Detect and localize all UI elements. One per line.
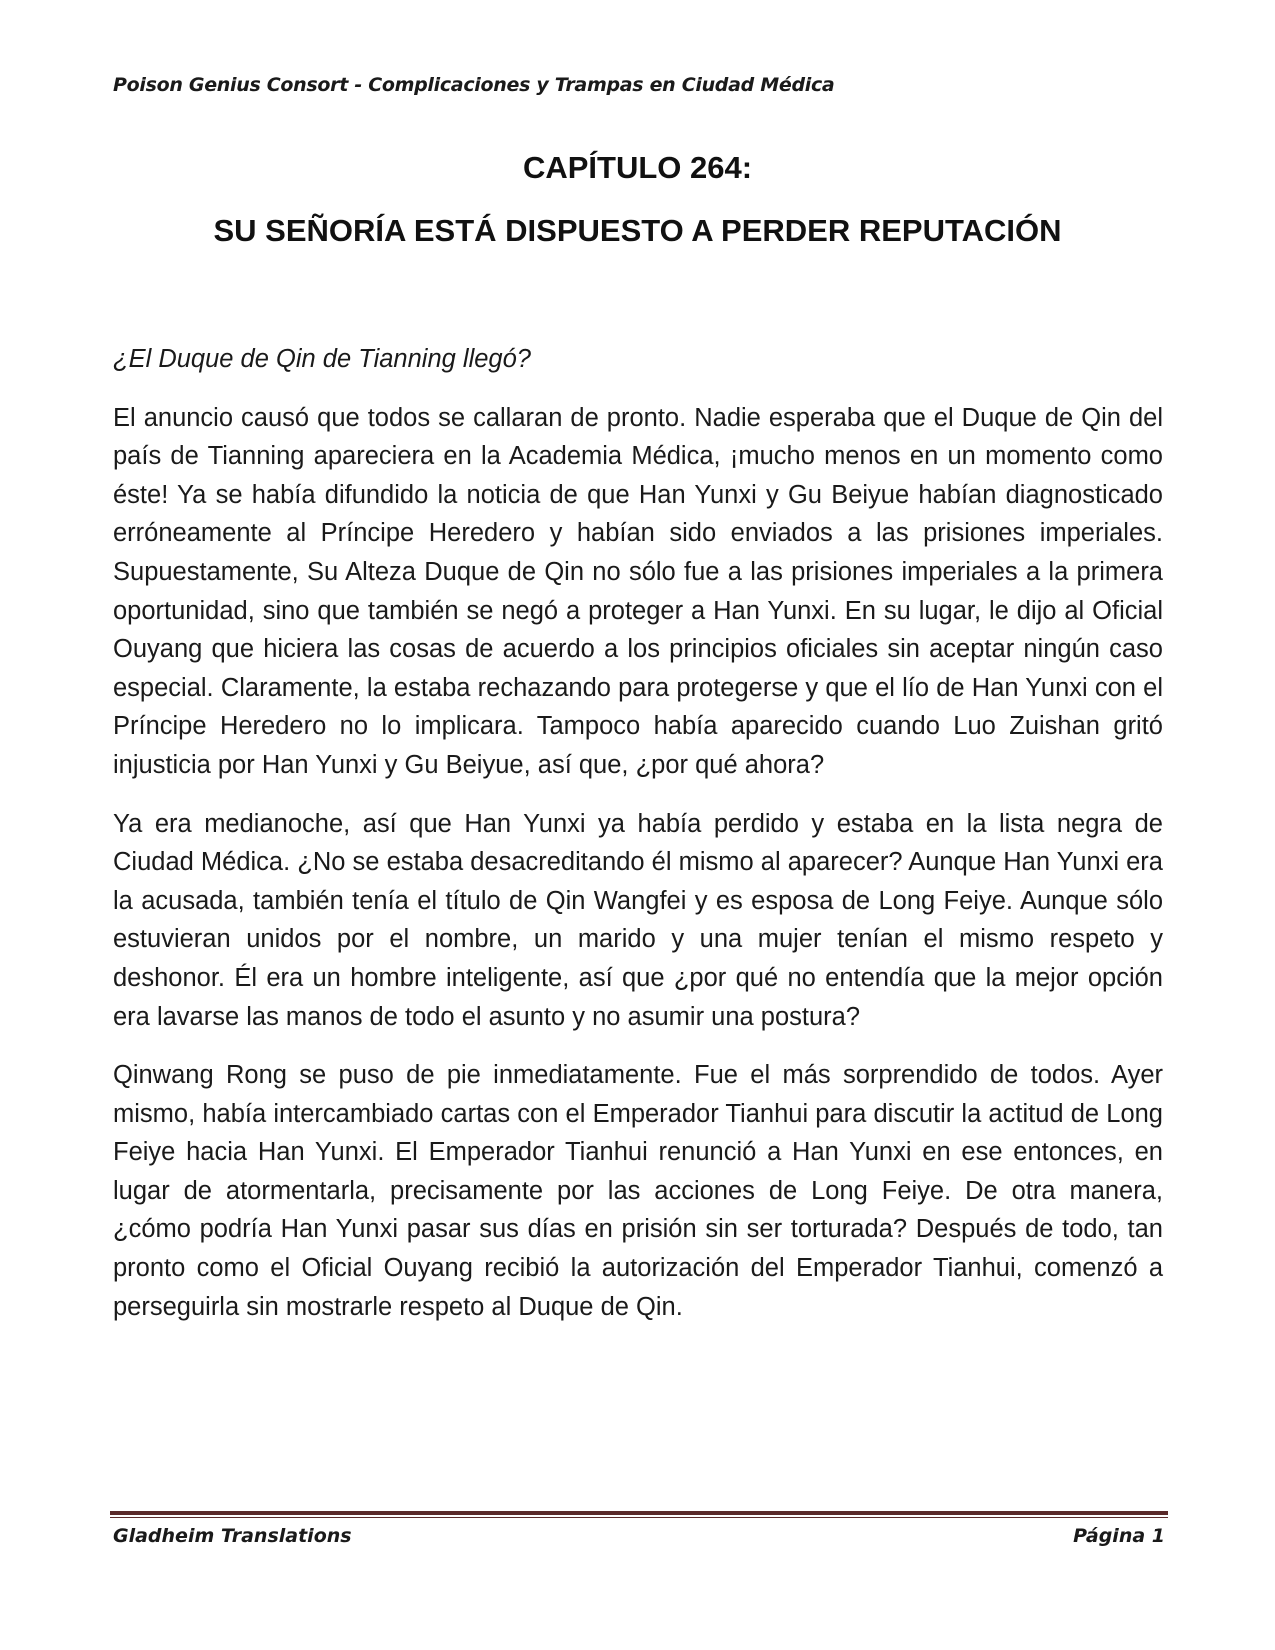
- footer-divider-thick: [110, 1511, 1168, 1515]
- chapter-number: CAPÍTULO 264:: [522, 150, 753, 185]
- footer-divider-thin: [110, 1517, 1168, 1518]
- paragraph: El anuncio causó que todos se callaran de pronto. Nadie esperaba que el Duque de Qin del país de Tianning apareciera en la Academia Médica, ¡mucho menos en un momento como éste! Ya se había difundido la noticia de que Han Yunxi y Gu Beiyue habían diagnosticado erróneamente al Príncipe Heredero y habían sido enviados a las prisiones imperiales. Supuestamente, Su Alteza Duque de Qin no sólo fue a las prisiones imperiales a la primera oportunidad, sino que también se negó a proteger a Han Yunxi. En su lugar, le dijo al Oficial Ouyang que hiciera las cosas de acuerdo a los principios oficiales sin aceptar ningún caso especial. Claramente, la estaba rechazando para protegerse y que el lío de Han Yunxi con el Príncipe Heredero no lo implicara. Tampoco había aparecido cuando Luo Zuishan gritó injusticia por Han Yunxi y Gu Beiyue, así que, ¿por qué ahora?: [113, 403, 1163, 779]
- paragraph-opening-question: ¿El Duque de Qin de Tianning llegó?: [113, 345, 531, 373]
- chapter-title: SU SEÑORÍA ESTÁ DISPUESTO A PERDER REPUTACIÓN: [213, 213, 1062, 248]
- footer-divider: [110, 1511, 1168, 1518]
- footer-translator-credit: Gladheim Translations: [113, 1525, 352, 1547]
- running-header: Poison Genius Consort - Complicaciones y Trampas en Ciudad Médica: [113, 74, 835, 96]
- body-text: [113, 340, 1163, 1346]
- paragraph: Ya era medianoche, así que Han Yunxi ya había perdido y estaba en la lista negra de Ciudad Médica. ¿No se estaba desacreditando él mismo al aparecer? Aunque Han Yunxi era la acusada, también tenía el título de Qin Wangfei y es esposa de Long Feiye. Aunque sólo estuvieran unidos por el nombre, un marido y una mujer tenían el mismo respeto y deshonor. Él era un hombre inteligente, así que ¿por qué no entendía que la mejor opción era lavarse las manos de todo el asunto y no asumir una postura?: [113, 809, 1163, 1031]
- footer-page-number: Página 1: [1073, 1525, 1165, 1547]
- paragraph: Qinwang Rong se puso de pie inmediatamente. Fue el más sorprendido de todos. Ayer mismo, había intercambiado cartas con el Emperador Tianhui para discutir la actitud de Long Feiye hacia Han Yunxi. El Emperador Tianhui renunció a Han Yunxi en ese entonces, en lugar de atormentarla, precisamente por las acciones de Long Feiye. De otra manera, ¿cómo podría Han Yunxi pasar sus días en prisión sin ser torturada? Después de todo, tan pronto como el Oficial Ouyang recibió la autorización del Emperador Tianhui, comenzó a perseguirla sin mostrarle respeto al Duque de Qin.: [113, 1061, 1163, 1321]
